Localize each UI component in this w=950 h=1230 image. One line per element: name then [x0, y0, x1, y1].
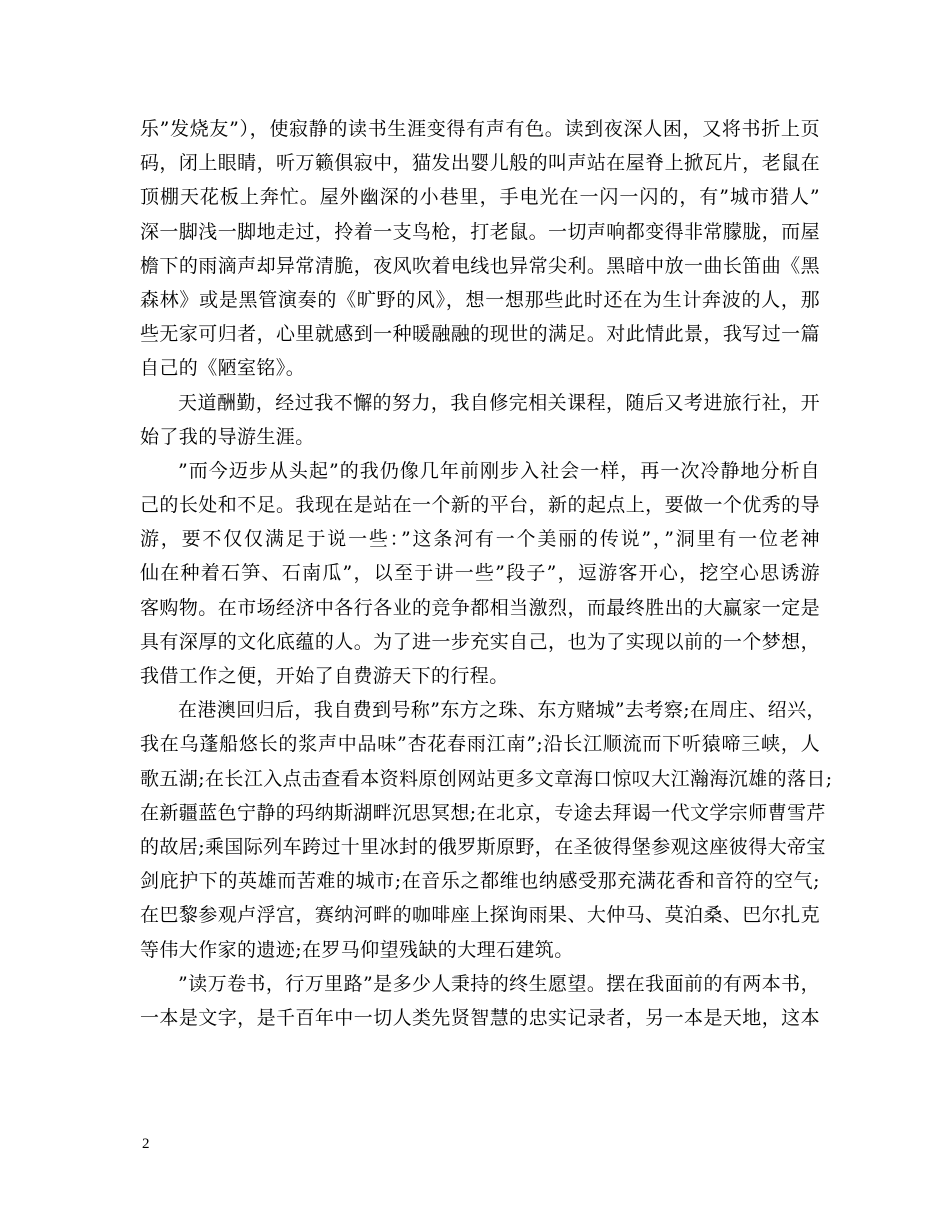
text-line: 始了我的导游生涯。	[140, 425, 315, 448]
text-line: 一本是文字，是千百年中一切人类先贤智慧的忠实记录者，另一本是天地，这本	[140, 1006, 820, 1029]
text-line: 具有深厚的文化底蕴的人。为了进一步充实自己，也为了实现以前的一个梦想，	[140, 630, 820, 653]
text-line: 檐下的雨滴声却异常清脆，夜风吹着电线也异常尖利。黑暗中放一曲长笛曲《黑	[140, 254, 820, 277]
page-number: 2	[142, 1136, 150, 1152]
text-line: 乐”发烧友”），使寂静的读书生涯变得有声有色。读到夜深人困，又将书折上页	[140, 118, 820, 140]
text-line: 我借工作之便，开始了自费游天下的行程。	[140, 665, 509, 687]
text-line: 剑庇护下的英雄而苦难的城市;在音乐之都维也纳感受那充满花香和音符的空气;	[140, 870, 820, 893]
text-line: 码，闭上眼睛，听万籁俱寂中，猫发出婴儿般的叫声站在屋脊上掀瓦片，老鼠在	[140, 152, 820, 175]
text-line: 深一脚浅一脚地走过，拎着一支鸟枪，打老鼠。一切声响都变得非常朦胧，而屋	[140, 220, 820, 243]
text-line: 游，要不仅仅满足于说一些：”这条河有一个美丽的传说”，”洞里有一位老神	[140, 528, 820, 551]
text-line: 在新疆蓝色宁静的玛纳斯湖畔沉思冥想;在北京，专途去拜谒一代文学宗师曹雪芹	[140, 801, 826, 824]
text-line: 在巴黎参观卢浮宫，赛纳河畔的咖啡座上探询雨果、大仲马、莫泊桑、巴尔扎克	[140, 904, 820, 927]
text-line: 自己的《陋室铭》。	[140, 357, 306, 380]
text-line: 客购物。在市场经济中各行各业的竞争都相当激烈，而最终胜出的大赢家一定是	[140, 596, 820, 619]
text-line: 的故居;乘国际列车跨过十里冰封的俄罗斯原野，在圣彼得堡参观这座彼得大帝宝	[140, 835, 826, 858]
text-line: 我在乌蓬船悠长的浆声中品味”杏花春雨江南”;沿长江顺流而下听猿啼三峡，人	[140, 733, 820, 756]
text-line: 森林》或是黑管演奏的《旷野的风》，想一想那些此时还在为生计奔波的人，那	[140, 288, 820, 311]
text-line: ”而今迈步从头起”的我仍像几年前刚步入社会一样，再一次冷静地分析自	[178, 459, 820, 482]
text-line: 等伟大作家的遗迹;在罗马仰望残缺的大理石建筑。	[140, 938, 574, 961]
text-line: 天道酬勤，经过我不懈的努力，我自修完相关课程，随后又考进旅行社，开	[178, 391, 820, 414]
text-line: 在港澳回归后，我自费到号称”东方之珠、东方赌城”去考察;在周庄、绍兴，	[178, 699, 826, 722]
text-line: 顶棚天花板上奔忙。屋外幽深的小巷里，手电光在一闪一闪的，有”城市猎人”	[140, 186, 820, 209]
body-text	[140, 112, 833, 1035]
text-line: 歌五湖;在长江入点击查看本资料原创网站更多文章海口惊叹大江瀚海沉雄的落日;	[140, 767, 833, 790]
text-line: 仙在种着石笋、石南瓜”，以至于讲一些”段子”，逗游客开心，挖空心思诱游	[140, 562, 820, 585]
text-line: ”读万卷书，行万里路”是多少人秉持的终生愿望。摆在我面前的有两本书，	[178, 972, 820, 995]
text-line: 己的长处和不足。我现在是站在一个新的平台，新的起点上，要做一个优秀的导	[140, 494, 820, 517]
text-line: 些无家可归者，心里就感到一种暖融融的现世的满足。对此情此景，我写过一篇	[140, 323, 820, 346]
